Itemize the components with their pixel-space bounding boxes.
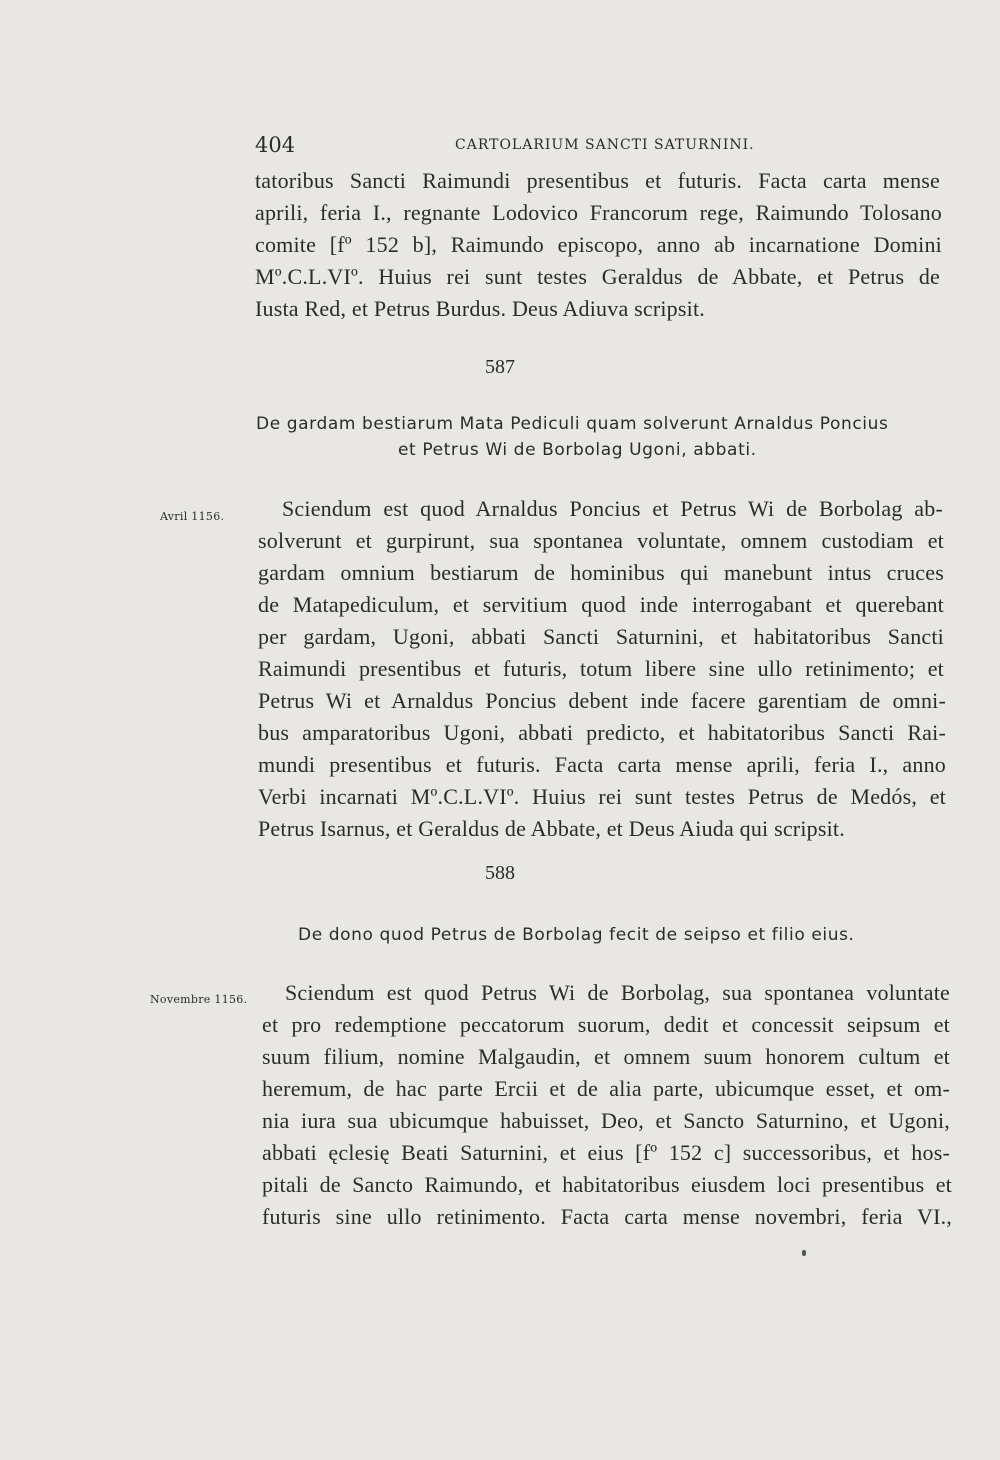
text-line: futuris sine ullo retinimento. Facta carta mense novembri, feria VI., [262, 1204, 952, 1229]
text-line: Raimundi presentibus et futuris, totum libere sine ullo retinimento; et [258, 656, 944, 681]
page-number: 404 [255, 133, 296, 157]
text-line: abbati ęclesię Beati Saturnini, et eius [fº 152 c] successoribus, et hos- [262, 1140, 950, 1165]
text-line: bus amparatoribus Ugoni, abbati predicto, et habitatoribus Sancti Rai- [258, 720, 946, 745]
text-line: Iusta Red, et Petrus Burdus. Deus Adiuva scripsit. [255, 296, 705, 321]
document-number: 588 [485, 862, 515, 884]
document-heading: De dono quod Petrus de Borbolag fecit de seipso et filio eius. [298, 925, 855, 945]
text-line: de Matapediculum, et servitium quod inde interrogabant et querebant [258, 592, 944, 617]
text-line: gardam omnium bestiarum de hominibus qui manebunt intus cruces [258, 560, 944, 585]
text-line: nia iura sua ubicumque habuisset, Deo, et Sancto Saturnino, et Ugoni, [262, 1108, 950, 1133]
text-line: Sciendum est quod Petrus Wi de Borbolag, sua spontanea voluntate [285, 980, 950, 1005]
running-title: CARTOLARIUM SANCTI SATURNINI. [455, 137, 755, 153]
date-margin-note: Novembre 1156. [150, 993, 248, 1006]
text-line: Verbi incarnati Mº.C.L.VIº. Huius rei sunt testes Petrus de Medós, et [258, 784, 946, 809]
document-number: 587 [485, 356, 515, 378]
text-line: tatoribus Sancti Raimundi presentibus et futuris. Facta carta mense [255, 168, 940, 193]
text-line: per gardam, Ugoni, abbati Sancti Saturnini, et habitatoribus Sancti [258, 624, 944, 649]
text-line: pitali de Sancto Raimundo, et habitatoribus eiusdem loci presentibus et [262, 1172, 952, 1197]
text-line: suum filium, nomine Malgaudin, et omnem suum honorem cultum et [262, 1044, 950, 1069]
document-heading: De gardam bestiarum Mata Pediculi quam solverunt Arnaldus Poncius [256, 414, 889, 434]
date-margin-note: Avril 1156. [160, 510, 225, 523]
text-line: comite [fº 152 b], Raimundo episcopo, anno ab incarnatione Domini [255, 232, 942, 257]
text-line: aprili, feria I., regnante Lodovico Francorum rege, Raimundo Tolosano [255, 200, 942, 225]
document-heading: et Petrus Wi de Borbolag Ugoni, abbati. [398, 440, 757, 460]
text-line: Petrus Isarnus, et Geraldus de Abbate, et Deus Aiuda qui scripsit. [258, 816, 845, 841]
text-line: mundi presentibus et futuris. Facta carta mense aprili, feria I., anno [258, 752, 946, 777]
text-line: Petrus Wi et Arnaldus Poncius debent inde facere garentiam de omni- [258, 688, 946, 713]
text-line: Sciendum est quod Arnaldus Poncius et Petrus Wi de Borbolag ab- [282, 496, 943, 521]
ink-speck [802, 1250, 806, 1256]
text-line: heremum, de hac parte Ercii et de alia parte, ubicumque esset, et om- [262, 1076, 950, 1101]
text-line: Mº.C.L.VIº. Huius rei sunt testes Geraldus de Abbate, et Petrus de [255, 264, 940, 289]
text-line: solverunt et gurpirunt, sua spontanea voluntate, omnem custodiam et [258, 528, 944, 553]
text-line: et pro redemptione peccatorum suorum, dedit et concessit seipsum et [262, 1012, 950, 1037]
page-header [255, 133, 955, 159]
